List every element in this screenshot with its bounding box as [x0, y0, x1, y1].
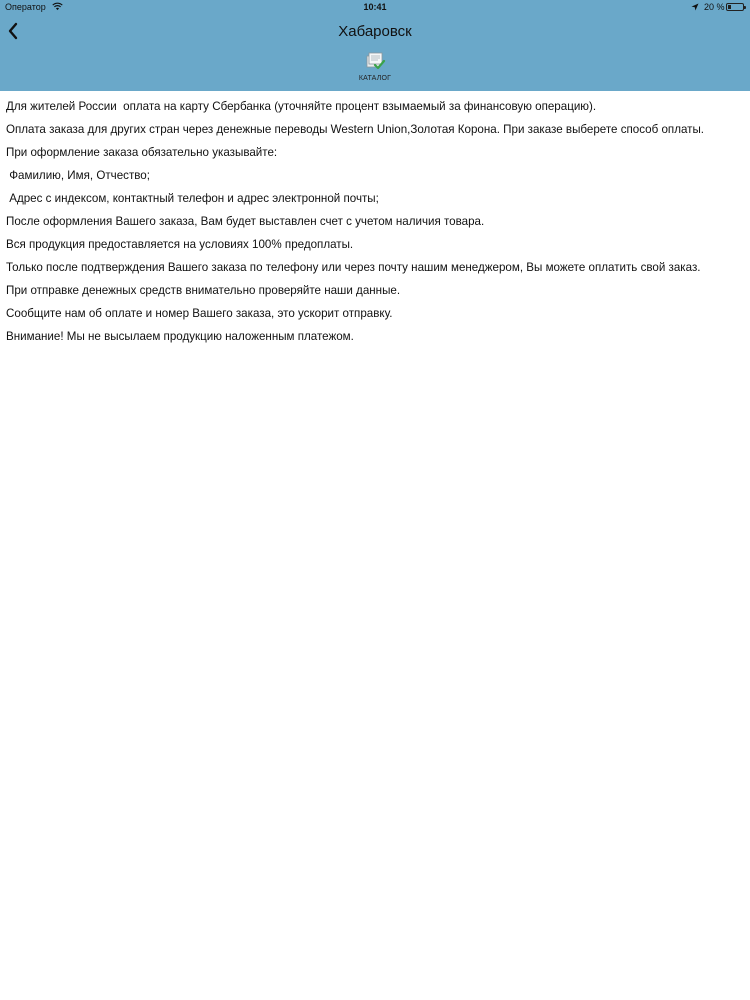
battery-level-fill [728, 5, 731, 9]
paragraph: Внимание! Мы не высылаем продукцию наложенным платежом. [6, 330, 354, 343]
paragraph: При отправке денежных средств внимательно проверяйте наши данные. [6, 284, 401, 297]
app-header [0, 0, 750, 91]
paragraph: Оплата заказа для других стран через денежные переводы Western Union,Золотая Корона. При заказе выберете способ оплаты. [6, 123, 705, 136]
paragraph: Вся продукция предоставляется на условиях 100% предоплаты. [6, 238, 354, 251]
page-title: Хабаровск [338, 23, 412, 40]
nav-bar [0, 14, 750, 48]
catalog-button[interactable] [350, 49, 400, 87]
clock: 10:41 [363, 2, 387, 12]
paragraph: Для жителей России оплата на карту Сбербанка (уточняйте процент взымаемый за финансовую операцию). [6, 100, 597, 113]
payment-info-text [6, 91, 746, 348]
battery-percent: 20 % [704, 2, 725, 12]
catalog-label: КАТАЛОГ [358, 75, 392, 82]
paragraph: Фамилию, Имя, Отчество; [6, 169, 150, 182]
paragraph: Адрес с индексом, контактный телефон и адрес электронной почты; [6, 192, 379, 205]
paragraph: Только после подтверждения Вашего заказа по телефону или через почту нашим менеджером, Вы можете оплатить свой заказ. [6, 261, 701, 274]
catalog-icon [364, 50, 386, 72]
paragraph: Сообщите нам об оплате и номер Вашего заказа, это ускорит отправку. [6, 307, 393, 320]
location-arrow-icon [691, 3, 699, 11]
status-bar [0, 0, 750, 14]
paragraph: После оформления Вашего заказа, Вам будет выставлен счет с учетом наличия товара. [6, 215, 485, 228]
battery-icon [726, 3, 744, 11]
carrier-label: Оператор [5, 2, 46, 12]
paragraph: При оформление заказа обязательно указывайте: [6, 146, 278, 159]
